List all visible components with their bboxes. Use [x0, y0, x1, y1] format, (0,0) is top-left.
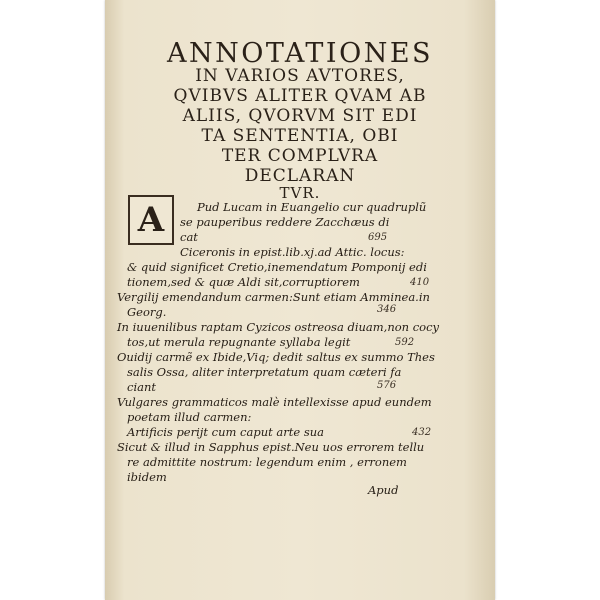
title-line-6: TER COMPLVRA: [221, 146, 379, 166]
entry-line: & quid significet Cretio,inemendatum Pomponij edi: [127, 260, 427, 274]
entry-line: Sicut & illud in Sapphus epist.Neu uos errorem tellu: [117, 440, 425, 454]
title-line-7: DECLARAN: [244, 166, 356, 186]
entry-line: cat: [180, 230, 198, 244]
entry-line: Vergilij emendandum carmen:Sunt etiam Amminea.in: [117, 290, 430, 304]
page-number: 592: [395, 337, 415, 348]
page-number: 410: [410, 277, 430, 288]
page-number: 432: [412, 427, 432, 438]
initial-letter: A: [137, 200, 165, 240]
book-page: [105, 0, 495, 600]
title-line-8: TVR.: [279, 184, 321, 202]
entry-line: ciant: [127, 380, 157, 394]
entry-line: tionem,sed & quæ Aldi sit,corruptiorem: [127, 275, 360, 289]
title-line-1: ANNOTATIONES: [166, 38, 434, 69]
entry-line: Pud Lucam in Euangelio cur quadruplũ: [197, 200, 427, 214]
entry-line: re admittite nostrum: legendum enim , erronem: [127, 455, 407, 469]
page-number: 346: [377, 304, 397, 315]
entry-line: Artificis perijt cum caput arte sua: [127, 425, 324, 439]
page-number: 576: [377, 380, 397, 391]
catchword: Apud: [368, 483, 399, 497]
entry-line: ibidem: [127, 470, 167, 484]
page-number: 695: [368, 232, 388, 243]
title-line-5: TA SENTENTIA, OBI: [201, 126, 399, 146]
decorated-initial: [128, 195, 174, 245]
entry-line: Georg.: [127, 305, 167, 319]
entry-line: se pauperibus reddere Zacchæus di: [180, 215, 390, 229]
entry-line: In iuuenilibus raptam Cyzicos ostreosa diuam,non cocy: [117, 320, 440, 334]
entry-line: salis Ossa, aliter interpretatum quam cæteri fa: [127, 365, 402, 379]
title-line-3: QVIBVS ALITER QVAM AB: [173, 86, 427, 106]
entry-line: Ouidij carmẽ ex Ibide,Viq; dedit saltus ex summo Thes: [117, 350, 435, 364]
entry-line: Vulgares grammaticos malè intellexisse apud eundem: [117, 395, 432, 409]
title-line-2: IN VARIOS AVTORES,: [195, 66, 405, 86]
entry-line: tos,ut merula repugnante syllaba legit: [127, 335, 351, 349]
entry-line: Ciceronis in epist.lib.xj.ad Attic. locus:: [180, 245, 405, 259]
entry-line: poetam illud carmen:: [127, 410, 252, 424]
title-line-4: ALIIS, QVORVM SIT EDI: [182, 106, 418, 126]
